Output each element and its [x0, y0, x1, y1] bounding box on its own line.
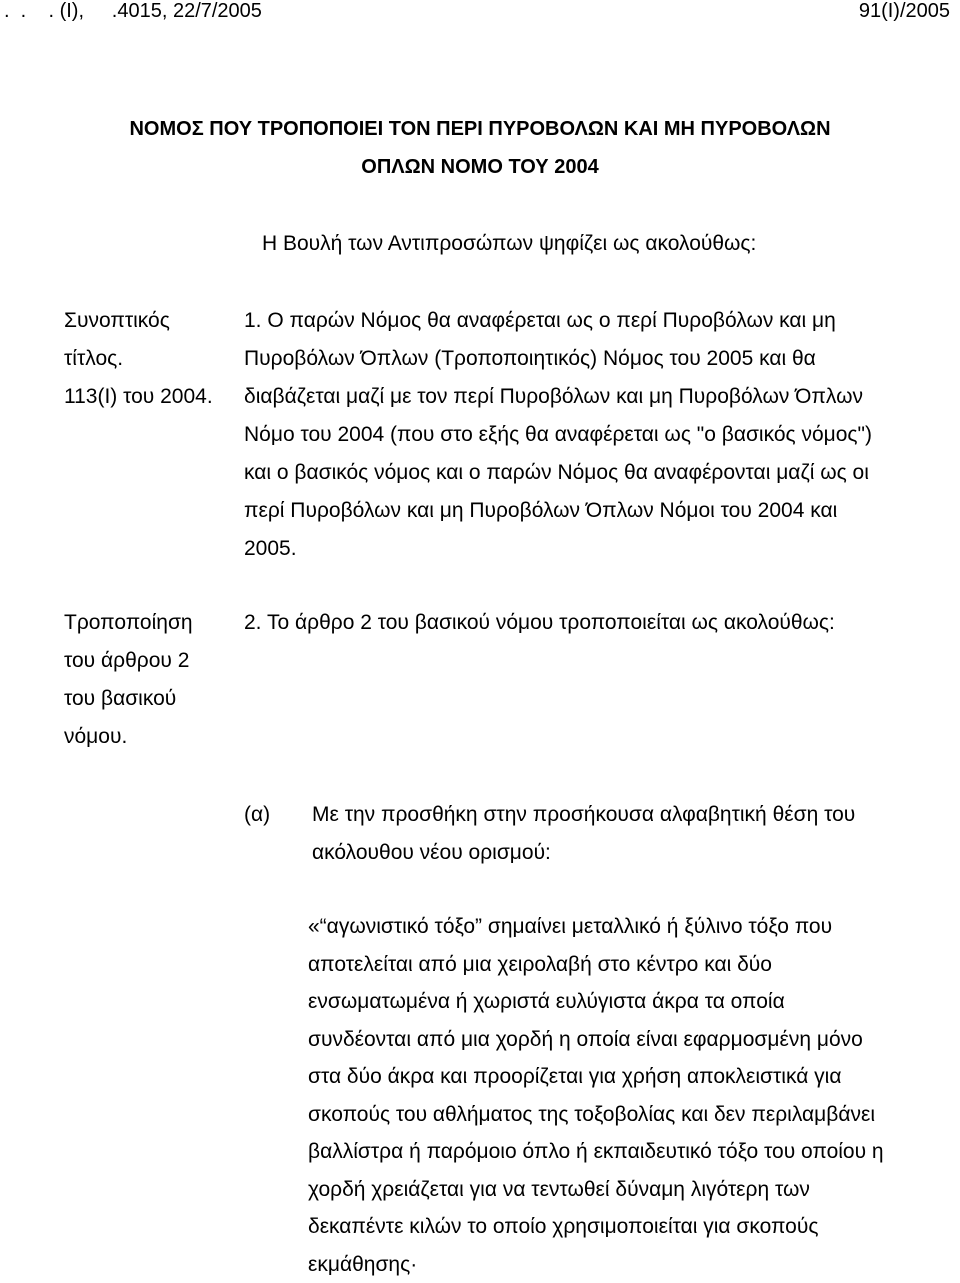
definition-line: βαλλίστρα ή παρόμοιο όπλο ή εκπαιδευτικό τόξο του οποίου η: [308, 1133, 948, 1171]
law-title-line-2: ΟΠΛΩΝ ΝΟΜΟ ΤΟΥ 2004: [0, 156, 960, 179]
gazette-reference: . . . (Ι), .4015, 22/7/2005: [4, 0, 262, 23]
section-1-line: 1. Ο παρών Νόμος θα αναφέρεται ως ο περί Πυροβόλων και μη: [244, 302, 944, 340]
margin-note-line: του άρθρου 2: [64, 642, 244, 680]
enacting-formula: Η Βουλή των Αντιπροσώπων ψηφίζει ως ακολούθως:: [262, 232, 756, 256]
definition-line: εκμάθησης·: [308, 1246, 948, 1283]
definition-line: χορδή χρειάζεται για να τεντωθεί δύναμη λιγότερη των: [308, 1171, 948, 1209]
margin-note-line: 113(Ι) του 2004.: [64, 378, 244, 416]
section-1-line: και ο βασικός νόμος και ο παρών Νόμος θα αναφέρονται μαζί ως οι: [244, 454, 944, 492]
law-number: 91(Ι)/2005: [859, 0, 950, 23]
definition-line: συνδέονται από μια χορδή η οποία είναι εφαρμοσμένη μόνο: [308, 1021, 948, 1059]
definition-text: [308, 908, 948, 1283]
section-2-text: [244, 604, 944, 642]
paragraph-a-line: Με την προσθήκη στην προσήκουσα αλφαβητική θέση του: [312, 796, 932, 834]
margin-note-line: νόμου.: [64, 718, 244, 756]
section-1-text: [244, 302, 944, 568]
definition-line: σκοπούς του αθλήματος της τοξοβολίας και δεν περιλαμβάνει: [308, 1096, 948, 1134]
section-1-line: διαβάζεται μαζί με τον περί Πυροβόλων και μη Πυροβόλων Όπλων: [244, 378, 944, 416]
definition-line: δεκαπέντε κιλών το οποίο χρησιμοποιείται για σκοπούς: [308, 1208, 948, 1246]
paragraph-a-line: ακόλουθου νέου ορισμού:: [312, 834, 932, 872]
section-2-line: 2. Το άρθρο 2 του βασικού νόμου τροποποιείται ως ακολούθως:: [244, 604, 944, 642]
margin-note-line: τίτλος.: [64, 340, 244, 378]
definition-line: «“αγωνιστικό τόξο” σημαίνει μεταλλικό ή ξύλινο τόξο που: [308, 908, 948, 946]
definition-line: αποτελείται από μια χειρολαβή στο κέντρο και δύο: [308, 946, 948, 984]
section-2-margin-note: [64, 604, 244, 756]
section-1-line: περί Πυροβόλων και μη Πυροβόλων Όπλων Νόμοι του 2004 και: [244, 492, 944, 530]
margin-note-line: Συνοπτικός: [64, 302, 244, 340]
section-1-line: Πυροβόλων Όπλων (Τροποποιητικός) Νόμος του 2005 και θα: [244, 340, 944, 378]
law-title-line-1: ΝΟΜΟΣ ΠΟΥ ΤΡΟΠΟΠΟΙΕΙ ΤΟΝ ΠΕΡΙ ΠΥΡΟΒΟΛΩΝ ΚΑΙ ΜΗ ΠΥΡΟΒΟΛΩΝ: [0, 118, 960, 141]
margin-note-line: του βασικού: [64, 680, 244, 718]
section-1-line: Νόμο του 2004 (που στο εξής θα αναφέρεται ως "ο βασικός νόμος"): [244, 416, 944, 454]
paragraph-a-text: [312, 796, 932, 872]
section-1-margin-note: [64, 302, 244, 416]
definition-line: στα δύο άκρα και προορίζεται για χρήση αποκλειστικά για: [308, 1058, 948, 1096]
margin-note-line: Τροποποίηση: [64, 604, 244, 642]
paragraph-a-mark: (α): [244, 796, 270, 834]
section-1-line: 2005.: [244, 530, 944, 568]
definition-line: ενσωματωμένα ή χωριστά ευλύγιστα άκρα τα οποία: [308, 983, 948, 1021]
